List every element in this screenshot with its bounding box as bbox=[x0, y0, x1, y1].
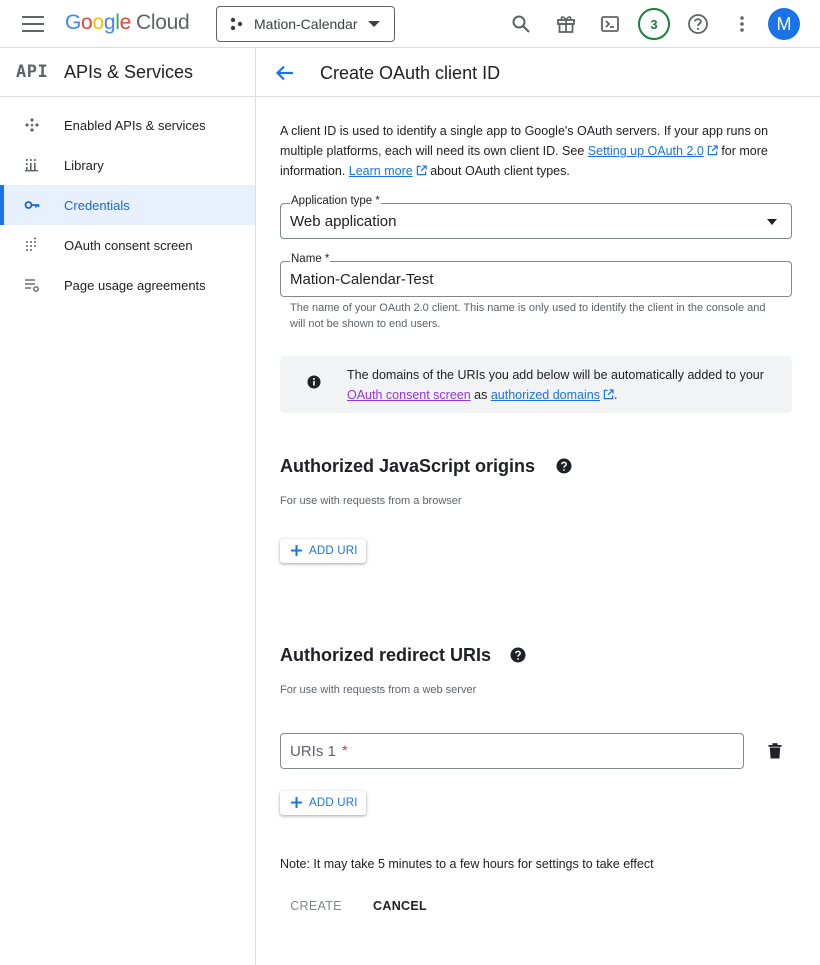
intro-text bbox=[280, 121, 800, 181]
sidebar-item-library[interactable] bbox=[0, 145, 255, 185]
link-label: authorized domains bbox=[490, 388, 600, 402]
sidebar-item-page-usage[interactable] bbox=[0, 265, 255, 305]
redirect-uris-subtitle: For use with requests from a web server bbox=[280, 684, 477, 696]
sidebar-item-credentials[interactable] bbox=[0, 185, 255, 225]
redirect-uris-add-uri-button[interactable] bbox=[280, 791, 366, 815]
key-icon bbox=[24, 197, 40, 213]
add-uri-label: ADD URI bbox=[309, 797, 358, 809]
create-button[interactable]: CREATE bbox=[290, 899, 342, 913]
sidebar-item-label: Enabled APIs & services bbox=[64, 117, 206, 133]
domains-info-text bbox=[347, 365, 767, 405]
sidebar-item-label: Credentials bbox=[64, 197, 130, 213]
external-link-icon bbox=[707, 145, 718, 156]
js-origins-add-uri-button[interactable] bbox=[280, 539, 366, 563]
help-icon[interactable] bbox=[686, 12, 710, 36]
redirect-uris-title: Authorized redirect URIs bbox=[280, 645, 492, 665]
back-arrow-icon[interactable] bbox=[274, 62, 296, 84]
sidebar-item-enabled-apis[interactable] bbox=[0, 105, 255, 145]
sidebar-item-label: Page usage agreements bbox=[64, 277, 206, 293]
main-content bbox=[256, 48, 820, 965]
info-icon bbox=[307, 375, 321, 389]
redirect-uri-input[interactable] bbox=[290, 741, 730, 761]
logo-letter: l bbox=[115, 11, 120, 34]
enabled-apis-icon bbox=[24, 117, 40, 133]
google-cloud-logo[interactable] bbox=[65, 11, 189, 35]
link-label: Learn more bbox=[348, 164, 413, 178]
application-type-select[interactable] bbox=[280, 195, 792, 239]
info-segment: as bbox=[470, 388, 491, 402]
application-type-label: Application type * bbox=[291, 195, 380, 207]
logo-letter: o bbox=[81, 11, 93, 34]
redirect-uris-help-icon[interactable] bbox=[510, 647, 526, 663]
settings-list-icon bbox=[24, 277, 40, 293]
plus-icon bbox=[290, 796, 303, 809]
required-mark: * bbox=[342, 742, 348, 758]
logo-product: Cloud bbox=[135, 11, 190, 34]
client-name-helper: The name of your OAuth 2.0 client. This name is only used to identify the client in the console and will not be shown to end users. bbox=[290, 302, 766, 330]
page-header bbox=[256, 48, 820, 97]
sidebar bbox=[0, 48, 256, 965]
intro-segment: for more information. bbox=[280, 144, 768, 178]
setting-up-oauth-link[interactable] bbox=[588, 144, 718, 158]
client-name-label: Name * bbox=[291, 253, 330, 265]
sidebar-item-label: OAuth consent screen bbox=[64, 237, 193, 253]
more-vert-icon[interactable] bbox=[730, 12, 754, 36]
logo-letter: e bbox=[119, 11, 131, 34]
consent-dots-icon bbox=[24, 237, 40, 253]
application-type-value: Web application bbox=[290, 213, 397, 230]
sidebar-header bbox=[0, 48, 255, 97]
api-logo: API bbox=[16, 62, 49, 82]
sidebar-item-label: Library bbox=[64, 157, 104, 173]
add-uri-label: ADD URI bbox=[309, 545, 358, 557]
cloud-shell-icon[interactable] bbox=[598, 12, 622, 36]
intro-segment: A client ID is used to identify a single app to Google's OAuth servers. If your app runs on multiple platforms, each will need its own client ID. See bbox=[280, 124, 769, 158]
info-segment: The domains of the URIs you add below will be automatically added to your bbox=[347, 368, 764, 382]
gift-icon[interactable] bbox=[554, 12, 578, 36]
logo-letter: o bbox=[92, 11, 104, 34]
sidebar-item-oauth-consent[interactable] bbox=[0, 225, 255, 265]
external-link-icon bbox=[416, 165, 427, 176]
cancel-button[interactable]: CANCEL bbox=[373, 899, 427, 913]
project-name: Mation-Calendar bbox=[254, 16, 358, 32]
client-name-field[interactable] bbox=[280, 253, 792, 297]
page-title: Create OAuth client ID bbox=[320, 63, 501, 83]
sidebar-title[interactable]: APIs & Services bbox=[64, 62, 194, 82]
chevron-down-icon bbox=[368, 21, 380, 27]
avatar[interactable]: M bbox=[768, 8, 800, 40]
external-link-icon bbox=[603, 389, 614, 400]
redirect-uri-field[interactable] bbox=[280, 733, 744, 769]
info-segment: . bbox=[613, 388, 618, 402]
project-icon bbox=[229, 17, 243, 31]
link-label: Setting up OAuth 2.0 bbox=[587, 144, 704, 158]
oauth-consent-screen-link[interactable]: OAuth consent screen bbox=[347, 388, 471, 402]
search-icon[interactable] bbox=[509, 12, 533, 36]
dropdown-arrow-icon bbox=[767, 219, 777, 225]
logo-letter: G bbox=[65, 11, 82, 34]
notifications-badge[interactable]: 3 bbox=[638, 8, 670, 40]
learn-more-link[interactable] bbox=[349, 164, 427, 178]
client-name-value: Mation-Calendar-Test bbox=[290, 271, 434, 288]
js-origins-help-icon[interactable] bbox=[556, 458, 572, 474]
delete-icon[interactable] bbox=[768, 743, 782, 759]
intro-segment: about OAuth client types. bbox=[426, 164, 570, 178]
top-bar bbox=[0, 0, 820, 48]
project-picker[interactable] bbox=[216, 6, 395, 42]
library-icon bbox=[24, 157, 40, 173]
settings-note: Note: It may take 5 minutes to a few hours for settings to take effect bbox=[280, 857, 654, 871]
logo-letter: g bbox=[103, 11, 116, 34]
js-origins-subtitle: For use with requests from a browser bbox=[280, 495, 462, 507]
js-origins-title: Authorized JavaScript origins bbox=[280, 456, 536, 476]
plus-icon bbox=[290, 544, 303, 557]
domains-info-box bbox=[280, 356, 792, 413]
authorized-domains-link[interactable] bbox=[491, 388, 614, 402]
main-menu-icon[interactable] bbox=[22, 16, 44, 32]
